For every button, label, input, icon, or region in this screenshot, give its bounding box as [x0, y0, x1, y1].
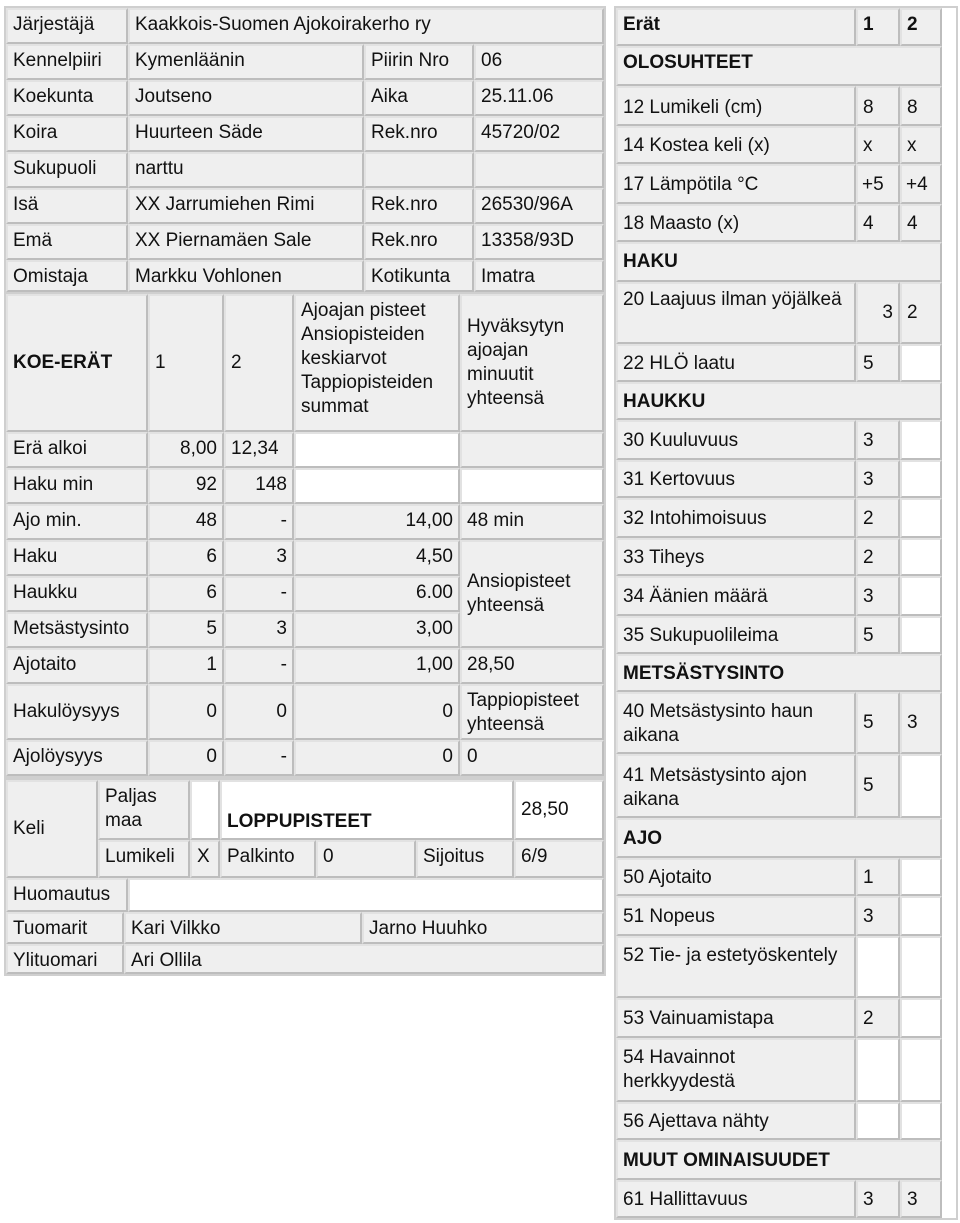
- r18-v1: 4: [856, 204, 900, 242]
- ylituomari-value: Ari Ollila: [124, 944, 604, 974]
- haukku-label: Haukku: [6, 576, 148, 612]
- koira-rek-label: Rek.nro: [364, 116, 474, 152]
- ylituomari-label: Ylituomari: [6, 944, 124, 974]
- r56-label: 56 Ajettava nähty: [616, 1102, 856, 1140]
- aika-value: 25.11.06: [474, 80, 604, 116]
- empty-cell: [900, 498, 942, 538]
- metsastysinto-heading: METSÄSTYSINTO: [616, 654, 942, 692]
- r17-v1: +5: [856, 164, 900, 204]
- isa-value: XX Jarrumiehen Rimi: [128, 188, 364, 224]
- ajo-min-label: Ajo min.: [6, 504, 148, 540]
- r35-label: 35 Sukupuolileima: [616, 616, 856, 654]
- r14-label: 14 Kostea keli (x): [616, 126, 856, 164]
- r51-v1: 3: [856, 896, 900, 936]
- r14-v2: x: [900, 126, 942, 164]
- ajoloysyys-2: -: [224, 740, 294, 776]
- kotikunta-label: Kotikunta: [364, 260, 474, 292]
- r12-label: 12 Lumikeli (cm): [616, 86, 856, 126]
- r61-label: 61 Hallittavuus: [616, 1180, 856, 1218]
- erat-1: 1: [856, 8, 900, 46]
- kotikunta-value: Imatra: [474, 260, 604, 292]
- haku-min-1: 92: [148, 468, 224, 504]
- empty-cell: [474, 152, 604, 188]
- empty-cell: [900, 344, 942, 382]
- r18-label: 18 Maasto (x): [616, 204, 856, 242]
- r22-label: 22 HLÖ laatu: [616, 344, 856, 382]
- empty-cell: [856, 1102, 900, 1140]
- isa-label: Isä: [6, 188, 128, 224]
- r22-v1: 5: [856, 344, 900, 382]
- metsastysinto-1: 5: [148, 612, 224, 648]
- r32-label: 32 Intohimoisuus: [616, 498, 856, 538]
- muut-ominaisuudet-heading: MUUT OMINAISUUDET: [616, 1140, 942, 1180]
- empty-cell: [856, 1038, 900, 1102]
- sijoitus-label: Sijoitus: [416, 840, 514, 878]
- r30-label: 30 Kuuluvuus: [616, 420, 856, 460]
- r40-v2: 3: [900, 692, 942, 754]
- koekunta-label: Koekunta: [6, 80, 128, 116]
- haku-min-2: 148: [224, 468, 294, 504]
- r41-label: 41 Metsästysinto ajon aikana: [616, 754, 856, 818]
- ajotaito-label: Ajotaito: [6, 648, 148, 684]
- hakuloysyys-1: 0: [148, 684, 224, 740]
- metsastysinto-2: 3: [224, 612, 294, 648]
- r61-v2: 3: [900, 1180, 942, 1218]
- r31-label: 31 Kertovuus: [616, 460, 856, 498]
- r32-v1: 2: [856, 498, 900, 538]
- aika-label: Aika: [364, 80, 474, 116]
- metsastysinto-points: 3,00: [294, 612, 460, 648]
- huomautus-label: Huomautus: [6, 878, 128, 912]
- sukupuoli-value: narttu: [128, 152, 364, 188]
- omistaja-value: Markku Vohlonen: [128, 260, 364, 292]
- ajo-min-points: 14,00: [294, 504, 460, 540]
- era-1-heading: 1: [148, 294, 224, 432]
- ajoloysyys-label: Ajolöysyys: [6, 740, 148, 776]
- koekunta-value: Joutseno: [128, 80, 364, 116]
- tappiopisteet-total: 0: [460, 740, 604, 776]
- lumikeli-mark: X: [190, 840, 220, 878]
- r40-label: 40 Metsästysinto haun aikana: [616, 692, 856, 754]
- r40-v1: 5: [856, 692, 900, 754]
- r50-label: 50 Ajotaito: [616, 858, 856, 896]
- empty-cell: [900, 858, 942, 896]
- empty-cell: [900, 460, 942, 498]
- ema-rek-value: 13358/93D: [474, 224, 604, 260]
- r14-v1: x: [856, 126, 900, 164]
- omistaja-label: Omistaja: [6, 260, 128, 292]
- ajo-min-2: -: [224, 504, 294, 540]
- huomautus-value: [128, 878, 604, 912]
- keli-label: Keli: [6, 780, 98, 878]
- r34-v1: 3: [856, 576, 900, 616]
- r30-v1: 3: [856, 420, 900, 460]
- sijoitus-value: 6/9: [514, 840, 604, 878]
- r20-v1: 3: [856, 282, 900, 344]
- ajotaito-points: 1,00: [294, 648, 460, 684]
- piirin-nro-label: Piirin Nro: [364, 44, 474, 80]
- olosuhteet-heading: OLOSUHTEET: [616, 46, 942, 86]
- hyvaksytyn-heading: Hyväksytyn ajoajan minuutit yhteensä: [460, 294, 604, 432]
- era-alkoi-label: Erä alkoi: [6, 432, 148, 468]
- r12-v2: 8: [900, 86, 942, 126]
- erat-heading: Erät: [616, 8, 856, 46]
- r20-v2: 2: [900, 282, 942, 344]
- hakuloysyys-label: Hakulöysyys: [6, 684, 148, 740]
- ajotaito-1: 1: [148, 648, 224, 684]
- hakuloysyys-points: 0: [294, 684, 460, 740]
- haukku-heading: HAUKKU: [616, 382, 942, 420]
- r31-v1: 3: [856, 460, 900, 498]
- r20-label: 20 Laajuus ilman yöjälkeä: [616, 282, 856, 344]
- r18-v2: 4: [900, 204, 942, 242]
- r54-label: 54 Havainnot herkkyydestä: [616, 1038, 856, 1102]
- haukku-2: -: [224, 576, 294, 612]
- loppupisteet-value: 28,50: [514, 780, 604, 840]
- haukku-1: 6: [148, 576, 224, 612]
- ema-rek-label: Rek.nro: [364, 224, 474, 260]
- ajo-min-1: 48: [148, 504, 224, 540]
- ema-value: XX Piernamäen Sale: [128, 224, 364, 260]
- piirin-nro-value: 06: [474, 44, 604, 80]
- r17-label: 17 Lämpötila °C: [616, 164, 856, 204]
- r53-label: 53 Vainuamistapa: [616, 998, 856, 1038]
- ajoloysyys-points: 0: [294, 740, 460, 776]
- haku-min-label: Haku min: [6, 468, 148, 504]
- empty-cell: [900, 420, 942, 460]
- ajo-heading: AJO: [616, 818, 942, 858]
- tuomarit-label: Tuomarit: [6, 912, 124, 944]
- hakuloysyys-2: 0: [224, 684, 294, 740]
- paljas-maa-mark: [190, 780, 220, 840]
- empty-cell: [900, 936, 942, 998]
- isa-rek-label: Rek.nro: [364, 188, 474, 224]
- metsastysinto-label: Metsästysinto: [6, 612, 148, 648]
- r34-label: 34 Äänien määrä: [616, 576, 856, 616]
- empty-cell: [900, 1038, 942, 1102]
- empty-cell: [364, 152, 474, 188]
- empty-cell: [900, 1102, 942, 1140]
- r52-label: 52 Tie- ja estetyöskentely: [616, 936, 856, 998]
- erat-2: 2: [900, 8, 942, 46]
- ajoloysyys-1: 0: [148, 740, 224, 776]
- empty-cell: [900, 754, 942, 818]
- ajotaito-2: -: [224, 648, 294, 684]
- era-alkoi-2: 12,34: [224, 432, 294, 468]
- empty-cell: [856, 936, 900, 998]
- jarjestaja-value: Kaakkois-Suomen Ajokoirakerho ry: [128, 8, 604, 44]
- r17-v2: +4: [900, 164, 942, 204]
- koira-rek-value: 45720/02: [474, 116, 604, 152]
- empty-cell: [460, 432, 604, 468]
- r50-v1: 1: [856, 858, 900, 896]
- sukupuoli-label: Sukupuoli: [6, 152, 128, 188]
- haku-heading: HAKU: [616, 242, 942, 282]
- empty-cell: [900, 998, 942, 1038]
- loppupisteet-label: LOPPUPISTEET: [220, 780, 514, 840]
- koira-value: Huurteen Säde: [128, 116, 364, 152]
- tappiopisteet-label: Tappiopisteet yhteensä: [460, 684, 604, 740]
- kennelpiiri-value: Kymenläänin: [128, 44, 364, 80]
- haukku-points: 6.00: [294, 576, 460, 612]
- r12-v1: 8: [856, 86, 900, 126]
- koira-label: Koira: [6, 116, 128, 152]
- r41-v1: 5: [856, 754, 900, 818]
- ema-label: Emä: [6, 224, 128, 260]
- empty-cell: [900, 616, 942, 654]
- tuomari-1: Kari Vilkko: [124, 912, 362, 944]
- pisteet-heading: Ajoajan pisteet Ansiopisteiden keskiarvot Tappiopisteiden summat: [294, 294, 460, 432]
- palkinto-label: Palkinto: [220, 840, 316, 878]
- tuomari-2: Jarno Huuhko: [362, 912, 604, 944]
- ansiopisteet-total: 28,50: [460, 648, 604, 684]
- palkinto-value: 0: [316, 840, 416, 878]
- era-2-heading: 2: [224, 294, 294, 432]
- era-alkoi-1: 8,00: [148, 432, 224, 468]
- haku-1: 6: [148, 540, 224, 576]
- r51-label: 51 Nopeus: [616, 896, 856, 936]
- r33-v1: 2: [856, 538, 900, 576]
- empty-cell: [294, 468, 460, 504]
- empty-cell: [900, 896, 942, 936]
- r53-v1: 2: [856, 998, 900, 1038]
- kennelpiiri-label: Kennelpiiri: [6, 44, 128, 80]
- jarjestaja-label: Järjestäjä: [6, 8, 128, 44]
- paljas-maa-label: Paljas maa: [98, 780, 190, 840]
- haku-points: 4,50: [294, 540, 460, 576]
- lumikeli-label: Lumikeli: [98, 840, 190, 878]
- haku-label: Haku: [6, 540, 148, 576]
- empty-cell: [900, 576, 942, 616]
- r35-v1: 5: [856, 616, 900, 654]
- r61-v1: 3: [856, 1180, 900, 1218]
- isa-rek-value: 26530/96A: [474, 188, 604, 224]
- ansiopisteet-label: Ansiopisteet yhteensä: [460, 540, 604, 648]
- empty-cell: [294, 432, 460, 468]
- koe-erat-heading: KOE-ERÄT: [6, 294, 148, 432]
- empty-cell: [460, 468, 604, 504]
- r33-label: 33 Tiheys: [616, 538, 856, 576]
- ajo-min-total: 48 min: [460, 504, 604, 540]
- empty-cell: [900, 538, 942, 576]
- haku-2: 3: [224, 540, 294, 576]
